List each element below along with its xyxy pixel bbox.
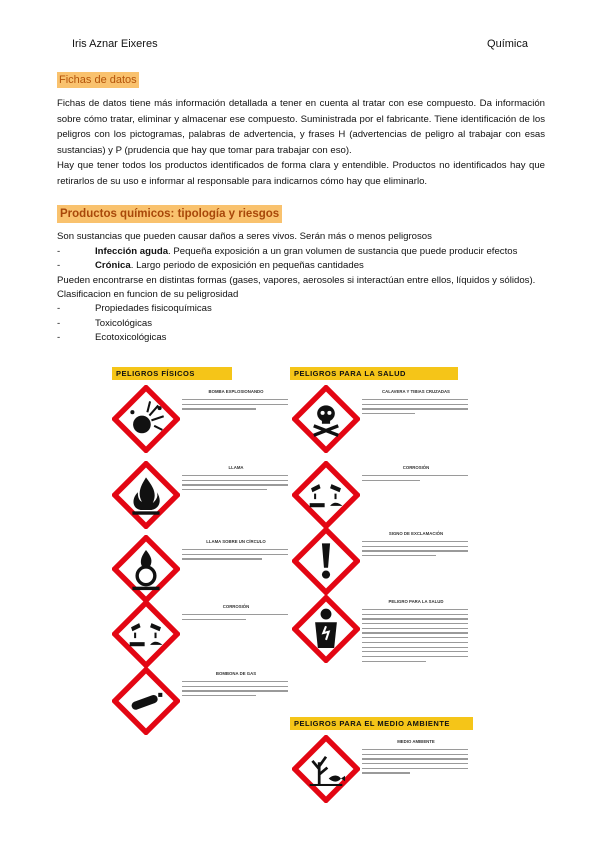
- bar-environment: PELIGROS PARA EL MEDIO AMBIENTE: [290, 717, 473, 730]
- corrosion-icon: [292, 461, 360, 529]
- ghs-explosive: BOMBA EXPLOSIONANDO: [112, 383, 290, 455]
- ghs-gas-cylinder: BOMBONA DE GAS: [112, 665, 290, 737]
- ghs-flammable: LLAMA: [112, 459, 290, 531]
- dead-tree-fish-icon: [292, 735, 360, 803]
- bar-physical: PELIGROS FÍSICOS: [112, 367, 232, 380]
- fichas-section: [57, 72, 545, 189]
- exploding-bomb-icon: [112, 385, 180, 453]
- productos-title: Productos químicos: tipología y riesgos: [57, 205, 282, 223]
- fichas-title: Fichas de datos: [57, 72, 139, 88]
- flame-over-circle-icon: [112, 535, 180, 603]
- header-subject: Química: [487, 38, 528, 50]
- header-author: Iris Aznar Eixeres: [72, 38, 158, 50]
- ghs-corrosive-health: CORROSIÓN: [292, 459, 470, 531]
- list-item: - Infección aguda. Pequeña exposición a un gran volumen de sustancia que puede producir efectos: [57, 245, 518, 257]
- ghs-pictogram-figure: [112, 365, 474, 825]
- fichas-paragraph-2: Hay que tener todos los productos identificados de forma clara y entendible. Productos no identificados hay que retirarlos de su uso e informar al responsable para indicarnos cómo hay que eliminarlo.: [57, 160, 545, 187]
- productos-intro: Son sustancias que pueden causar daños a seres vivos. Serán más o menos peligrosos: [57, 231, 432, 243]
- ghs-environment: MEDIO AMBIENTE: [292, 733, 470, 805]
- gas-cylinder-icon: [112, 667, 180, 735]
- list-item: - Propiedades fisicoquímicas: [57, 303, 212, 315]
- productos-class: Clasificacion en funcion de su peligrosidad: [57, 289, 239, 301]
- list-item: - Toxicológicas: [57, 317, 153, 329]
- ghs-health-hazard: PELIGRO PARA LA SALUD: [292, 593, 470, 703]
- ghs-oxidizing: LLAMA SOBRE UN CÍRCULO: [112, 533, 290, 605]
- productos-forms: Pueden encontrarse en distintas formas (gases, vapores, aerosoles si interactúan entre ellos, líquidos y sólidos).: [57, 274, 536, 286]
- ghs-toxic: CALAVERA Y TIBIAS CRUZADAS: [292, 383, 470, 455]
- ghs-corrosive-physical: CORROSIÓN: [112, 598, 290, 670]
- flame-icon: [112, 461, 180, 529]
- corrosion-icon: [112, 600, 180, 668]
- productos-section: [57, 205, 545, 346]
- skull-crossbones-icon: [292, 385, 360, 453]
- fichas-paragraph-1: Fichas de datos tiene más información detallada a tener en cuenta al tratar con ese compuesto. Da información sobre cómo tratar, eliminar y almacenar ese compuesto. Suministrada por el fabricante. Tiene identificación de los peligros con los pictogramas, palabras de advertencia, y frases H (advertencias de peligro al trabajar con esas sustancias) y P (prudencia que hay que tomar para trabajar con eso).: [57, 98, 545, 156]
- exclamation-icon: [292, 527, 360, 595]
- list-item: - Crónica. Largo periodo de exposición en pequeñas cantidades: [57, 260, 364, 272]
- bar-health: PELIGROS PARA LA SALUD: [290, 367, 458, 380]
- list-item: - Ecotoxicológicas: [57, 332, 167, 344]
- health-hazard-icon: [292, 595, 360, 663]
- ghs-exclamation: SIGNO DE EXCLAMACIÓN: [292, 525, 470, 597]
